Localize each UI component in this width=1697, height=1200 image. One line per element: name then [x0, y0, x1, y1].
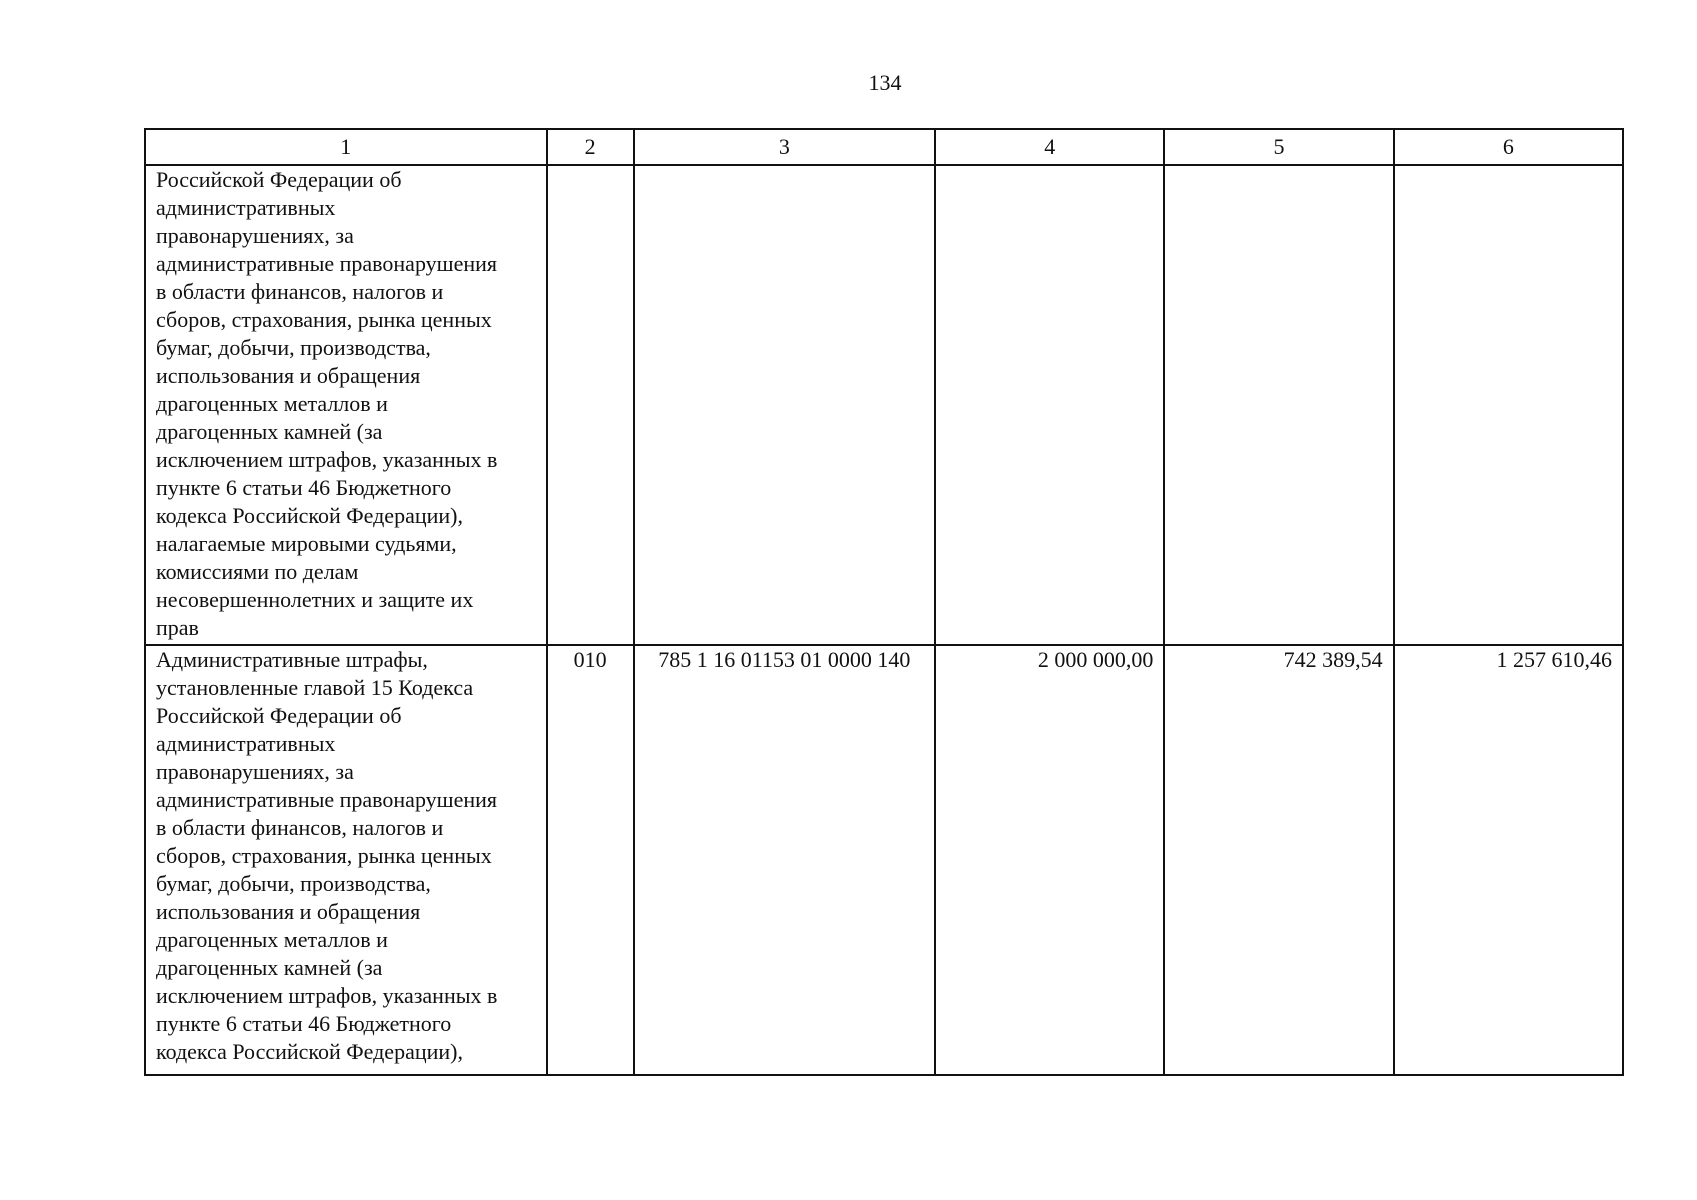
column-header-2: 2 — [547, 129, 634, 165]
description-line: комиссиями по делам — [156, 559, 359, 584]
row-description — [145, 165, 547, 645]
page-number: 134 — [868, 70, 902, 95]
description-line: Административные штрафы, — [156, 647, 428, 672]
revenue-table — [144, 128, 1624, 1076]
column-number-row — [145, 129, 1623, 165]
description-line: несовершеннолетних и защите их — [156, 587, 474, 612]
row-plan — [935, 165, 1164, 645]
row-remaining — [1394, 165, 1623, 645]
table-row — [145, 645, 1623, 1075]
description-line: в области финансов, налогов и — [156, 279, 444, 304]
row-description — [145, 645, 547, 1075]
description-line: правонарушениях, за — [156, 223, 354, 248]
description-line: установленные главой 15 Кодекса — [156, 675, 474, 700]
description-line: правонарушениях, за — [156, 759, 354, 784]
row-kbk: 785 1 16 01153 01 0000 140 — [634, 645, 935, 1075]
description-line: драгоценных металлов и — [156, 927, 388, 952]
description-line: пункте 6 статьи 46 Бюджетного — [156, 475, 452, 500]
description-line: административные правонарушения — [156, 787, 498, 812]
column-header-4: 4 — [935, 129, 1164, 165]
description-line: Российской Федерации об — [156, 703, 402, 728]
description-line: использования и обращения — [156, 363, 421, 388]
description-line: драгоценных камней (за — [156, 955, 383, 980]
description-line: использования и обращения — [156, 899, 421, 924]
row-remaining: 1 257 610,46 — [1394, 645, 1623, 1075]
row-plan: 2 000 000,00 — [935, 645, 1164, 1075]
description-line: драгоценных камней (за — [156, 419, 383, 444]
row-executed: 742 389,54 — [1164, 645, 1393, 1075]
column-header-3: 3 — [634, 129, 935, 165]
description-line: сборов, страхования, рынка ценных — [156, 843, 492, 868]
description-line: исключением штрафов, указанных в — [156, 983, 498, 1008]
description-line: прав — [156, 615, 199, 640]
description-line: сборов, страхования, рынка ценных — [156, 307, 492, 332]
row-code — [547, 165, 634, 645]
description-line: исключением штрафов, указанных в — [156, 447, 498, 472]
row-kbk — [634, 165, 935, 645]
description-line: кодекса Российской Федерации), — [156, 503, 463, 528]
table-row — [145, 165, 1623, 645]
description-line: административные правонарушения — [156, 251, 498, 276]
row-executed — [1164, 165, 1393, 645]
description-line: в области финансов, налогов и — [156, 815, 444, 840]
description-line: административных — [156, 195, 336, 220]
column-header-6: 6 — [1394, 129, 1623, 165]
row-code: 010 — [547, 645, 634, 1075]
description-line: драгоценных металлов и — [156, 391, 388, 416]
description-line: административных — [156, 731, 336, 756]
description-line: бумаг, добычи, производства, — [156, 335, 431, 360]
description-line: кодекса Российской Федерации), — [156, 1039, 463, 1064]
column-header-5: 5 — [1164, 129, 1393, 165]
description-line: налагаемые мировыми судьями, — [156, 531, 457, 556]
column-header-1: 1 — [145, 129, 547, 165]
description-line: бумаг, добычи, производства, — [156, 871, 431, 896]
description-line: пункте 6 статьи 46 Бюджетного — [156, 1011, 452, 1036]
description-line: Российской Федерации об — [156, 167, 402, 192]
